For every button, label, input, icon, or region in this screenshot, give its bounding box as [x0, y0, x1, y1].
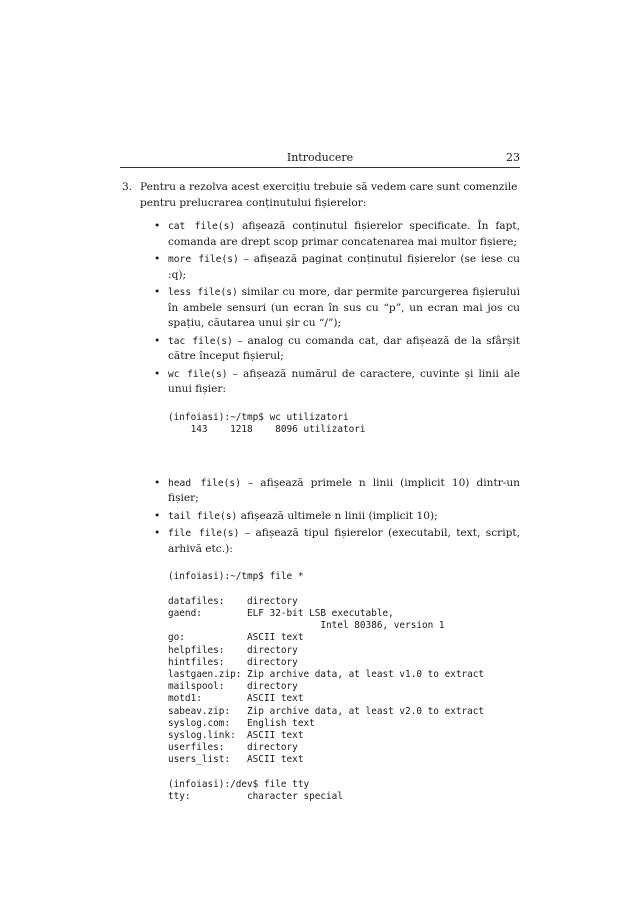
list-item: [154, 219, 520, 250]
bullet-icon: •: [154, 286, 161, 298]
command-description: – afișează numărul de caractere, cuvinte și linii ale unui fișier:: [168, 367, 520, 395]
list-item: [154, 526, 521, 557]
command-description: – afișează paginat conținutul fișierelor (se iese cu :q);: [168, 253, 520, 281]
bullet-icon: •: [154, 367, 161, 380]
command-description: – analog cu comanda cat, dar afișează de la sfârșit către început fișierul;: [168, 334, 520, 362]
command-name: file file(s): [168, 528, 240, 540]
bullet-icon: •: [154, 220, 161, 232]
command-name: less file(s): [168, 287, 238, 298]
bullet-icon: •: [154, 253, 161, 265]
list-item: [154, 285, 521, 332]
page-number: 23: [506, 151, 520, 164]
exercise-number: 3.: [122, 181, 133, 193]
command-description: similar cu more, dar permite parcurgerea fișierului în ambele sensuri (un ecran în sus cu “p”, un ecran mai jos cu spațiu, căutarea unui șir cu “/”);: [168, 286, 521, 329]
header-title: Introducere: [286, 151, 354, 164]
exercise-intro: [122, 180, 520, 211]
page-body: [122, 180, 520, 803]
bullet-icon: •: [154, 509, 161, 522]
list-item: [154, 509, 520, 525]
bullet-icon: •: [154, 476, 161, 489]
command-name: cat file(s): [168, 221, 236, 232]
bullet-icon: •: [154, 334, 161, 347]
command-description: – afișează tipul fișierelor (executabil, text, script, arhivă etc.):: [168, 527, 521, 555]
command-name: more file(s): [168, 254, 239, 265]
list-item: [154, 334, 520, 365]
command-description: – afișează primele n linii (implicit 10) dintr-un fișier;: [168, 476, 521, 505]
command-name: tac file(s): [168, 335, 233, 347]
running-header: [120, 149, 520, 168]
bullet-icon: •: [154, 527, 161, 540]
code-block-file: (infoiasi):~/tmp$ file * datafiles: directory gaend: ELF 32-bit LSB executable, Intel 80386, version 1 go: ASCII text helpfiles: directory hintfiles: directory lastgaen.zip: Zip archive data, at least v1.0 to extract mailspool: directory motd1: ASCII text sabeav.zip: Zip archive data, at least v2.0 to extract syslog.com: English text syslog.link: ASCII text userfiles: directory users_list: ASCII text (infoiasi):/dev$ file tty tty: character special: [168, 571, 485, 803]
command-name: head file(s): [168, 477, 241, 489]
command-description: afișează conținutul fișierelor specificate. În fapt, comanda are drept scop primar concatenarea mai multor fișiere;: [168, 220, 520, 248]
command-list-1: [122, 219, 520, 398]
code-block-wc: (infoiasi):~/tmp$ wc utilizatori 143 1218 8096 utilizatori: [168, 411, 366, 435]
command-list-2: [122, 476, 520, 558]
command-name: wc file(s): [168, 368, 228, 380]
intro-line-2: pentru prelucrarea conținutului fișierelor:: [140, 196, 367, 209]
command-description: afișează ultimele n linii (implicit 10);: [237, 509, 438, 522]
list-item: [154, 252, 520, 283]
intro-line-1: Pentru a rezolva acest exercițiu trebuie să vedem care sunt comenzile: [140, 181, 518, 193]
command-name: tail file(s): [168, 510, 238, 522]
list-item: [154, 476, 521, 507]
list-item: [154, 367, 520, 398]
